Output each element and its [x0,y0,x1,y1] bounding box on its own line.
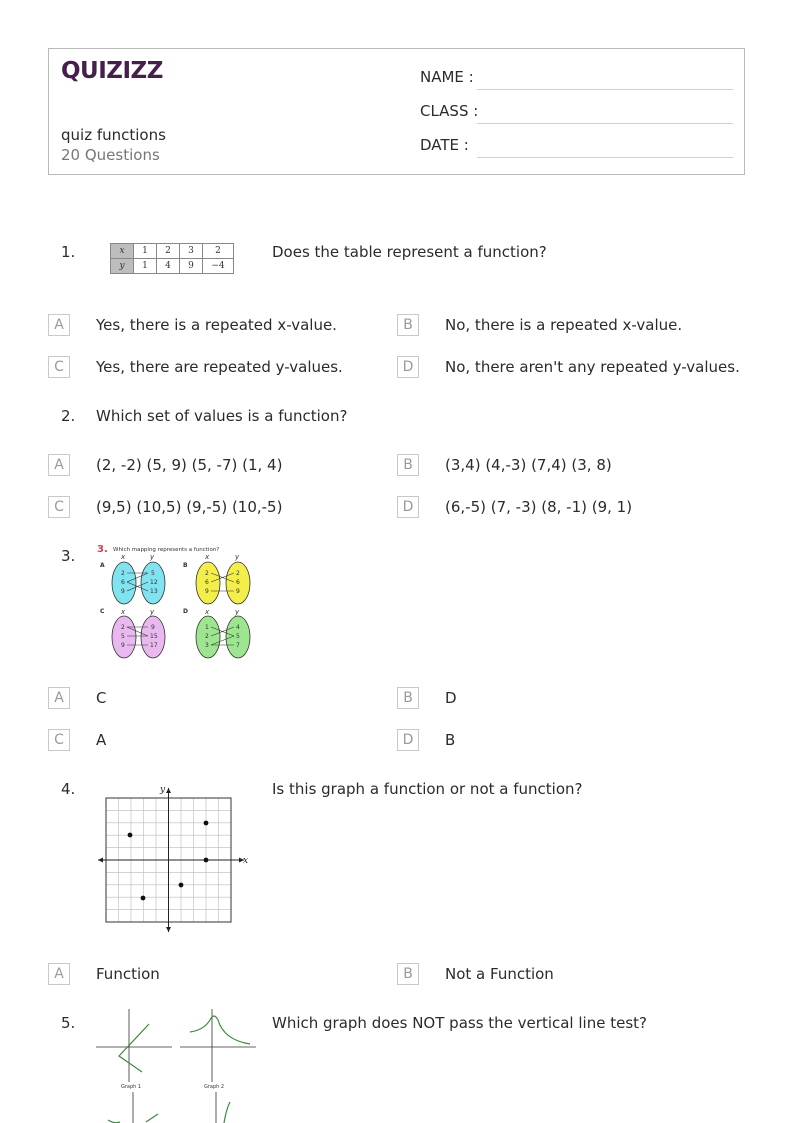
domain-value: 2 [205,570,209,577]
option-letter-box[interactable]: C [48,356,70,378]
table-cell: 2 [157,244,180,259]
range-value: 6 [236,579,240,586]
table-cell: 4 [157,259,180,274]
domain-value: 2 [205,633,209,640]
y-axis-label: y [150,608,155,616]
option-letter-box[interactable]: C [48,496,70,518]
question-text: Is this graph a function or not a function? [272,780,583,798]
x-axis-label: x [121,608,126,616]
range-value: 2 [236,570,240,577]
question-text: Which graph does NOT pass the vertical line test? [272,1014,647,1032]
domain-value: 9 [121,588,125,595]
option-letter-box[interactable]: B [397,687,419,709]
range-value: 5 [151,570,155,577]
panel-letter: C [100,608,105,615]
y-axis-arrow-down [166,927,171,932]
x-axis-label: x [205,553,210,561]
option-text: Yes, there are repeated y-values. [96,358,343,376]
x-axis-label: x [205,608,210,616]
name-label: NAME : [420,68,474,86]
table-cell: 1 [134,244,157,259]
y-axis-label: y [235,608,240,616]
y-axis-label: y [235,553,240,561]
range-value: 9 [236,588,240,595]
question-number: 2. [61,407,76,425]
range-value: 12 [150,579,158,586]
option-text: No, there aren't any repeated y-values. [445,358,740,376]
domain-value: 9 [121,642,125,649]
option-letter-box[interactable]: B [397,963,419,985]
question-text: Which set of values is a function? [96,407,348,425]
domain-value: 3 [205,642,209,649]
mapping-heading-num: 3. [97,544,108,555]
date-label: DATE : [420,136,469,154]
option-text: (2, -2) (5, 9) (5, -7) (1, 4) [96,456,283,474]
option-letter-box[interactable]: B [397,314,419,336]
option-text: C [96,689,107,707]
domain-value: 6 [121,579,125,586]
graph-point [179,883,184,888]
quiz-title: quiz functions [61,126,166,144]
table-cell: 3 [180,244,203,259]
mapping-diagram [95,542,260,664]
option-text: D [445,689,457,707]
domain-value: 1 [205,624,209,631]
range-value: 17 [150,642,158,649]
name-line[interactable] [477,89,733,90]
class-label: CLASS : [420,102,479,120]
option-letter-box[interactable]: D [397,356,419,378]
range-value: 15 [150,633,158,640]
domain-value: 2 [121,570,125,577]
range-value: 5 [236,633,240,640]
option-letter-box[interactable]: B [397,454,419,476]
panel-letter: B [183,562,188,569]
domain-value: 2 [121,624,125,631]
x-axis-label: x [243,856,249,866]
option-letter-box[interactable]: C [48,729,70,751]
option-text: (6,-5) (7, -3) (8, -1) (9, 1) [445,498,633,516]
function-table [110,243,234,274]
table-cell: 1 [134,259,157,274]
graph-point [204,821,209,826]
table-cell: y [111,259,134,274]
option-text: B [445,731,456,749]
table-cell: x [111,244,134,259]
option-letter-box[interactable]: D [397,729,419,751]
table-cell: 2 [203,244,234,259]
option-letter-box[interactable]: A [48,687,70,709]
option-letter-box[interactable]: A [48,963,70,985]
graph1-label: Graph 1 [121,1084,142,1090]
option-text: A [96,731,107,749]
graph-point [128,833,133,838]
question-text: Does the table represent a function? [272,243,547,261]
option-text: (3,4) (4,-3) (7,4) (3, 8) [445,456,612,474]
quizizz-logo: QUIZIZZ [61,58,163,84]
graph2-curve [190,1016,250,1044]
coordinate-grid-graph [96,782,256,934]
option-letter-box[interactable]: D [397,496,419,518]
range-value: 4 [236,624,240,631]
option-text: Not a Function [445,965,554,983]
option-letter-box[interactable]: A [48,314,70,336]
class-line[interactable] [477,123,733,124]
panel-letter: D [183,608,188,615]
question-number: 3. [61,547,76,565]
question-count: 20 Questions [61,146,160,164]
question-number: 1. [61,243,76,261]
option-letter-box[interactable]: A [48,454,70,476]
x-axis-label: x [121,553,126,561]
range-value: 7 [236,642,240,649]
graph2-label: Graph 2 [204,1084,225,1090]
mapping-heading: Which mapping represents a function? [113,547,220,553]
vertical-line-test-graphs [94,1006,260,1123]
y-axis-label: y [150,553,155,561]
domain-value: 6 [205,579,209,586]
graph4-curve [224,1102,230,1123]
panel-letter: A [100,562,105,569]
option-text: Function [96,965,160,983]
option-text: Yes, there is a repeated x-value. [96,316,337,334]
range-value: 9 [151,624,155,631]
graph-point [141,896,146,901]
graph1-curve [119,1024,149,1072]
y-axis-label: y [160,785,166,795]
domain-value: 9 [205,588,209,595]
question-number: 5. [61,1014,76,1032]
x-axis-arrow-left [98,858,103,863]
table-cell: 9 [180,259,203,274]
table-cell: −4 [203,259,234,274]
graph-point [204,858,209,863]
option-text: No, there is a repeated x-value. [445,316,683,334]
option-text: (9,5) (10,5) (9,-5) (10,-5) [96,498,283,516]
date-line[interactable] [477,157,733,158]
question-number: 4. [61,780,76,798]
range-value: 13 [150,588,158,595]
y-axis-arrow [166,788,171,793]
domain-value: 5 [121,633,125,640]
